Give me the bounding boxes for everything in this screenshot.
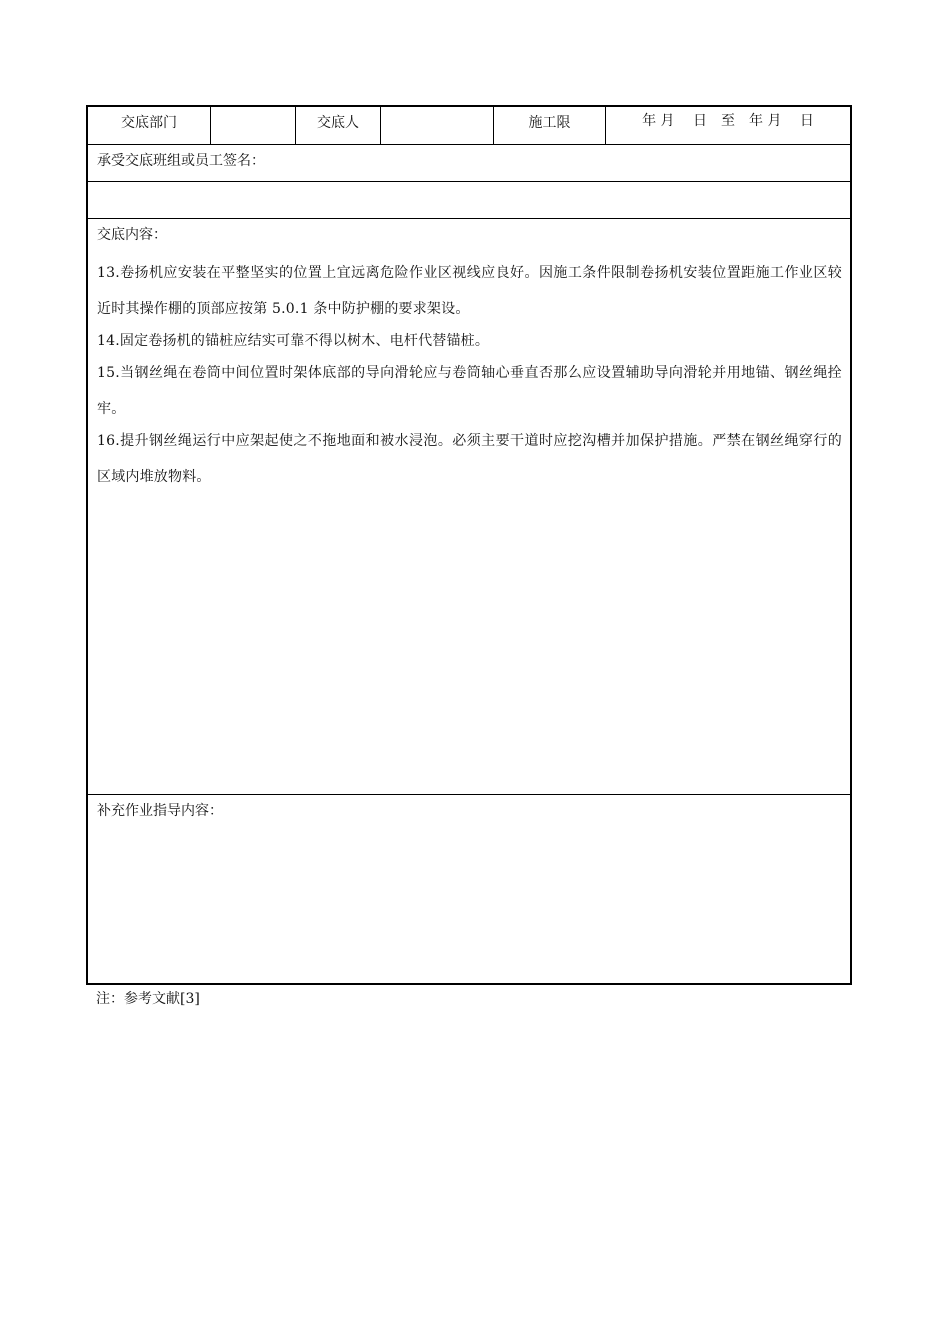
supplement-label: 补充作业指导内容： (97, 803, 223, 819)
content-item-13: 13.卷扬机应安装在平整坚实的位置上宜远离危险作业区视线应良好。因施工条件限制卷扬机安装位置距施工作业区较近时其操作棚的顶部应按第 5.0.1 条中防护棚的要求架设。 (97, 265, 842, 317)
sign-label-row (88, 145, 850, 182)
header-row (88, 107, 850, 145)
content-item-15: 15.当钢丝绳在卷筒中间位置时架体底部的导向滑轮应与卷筒轴心垂直否那么应设置辅助导向滑轮并用地锚、钢丝绳拴牢。 (97, 365, 842, 417)
content-title: 交底内容： (97, 227, 167, 243)
person-label: 交底人 (296, 107, 381, 144)
content-item-14: 14.固定卷扬机的锚桩应结实可靠不得以树木、电杆代替锚桩。 (97, 333, 490, 349)
sign-value-row[interactable] (88, 182, 850, 219)
disclosure-form (86, 105, 852, 985)
period-label: 施工限 (494, 107, 606, 144)
content-items (97, 255, 842, 491)
supplement-section[interactable] (88, 795, 850, 983)
reference-note: 注：参考文献[3] (96, 991, 200, 1007)
sign-label: 承受交底班组或员工签名： (97, 153, 265, 169)
dept-label: 交底部门 (88, 107, 211, 144)
period-value-cell[interactable]: 年 月 日 至 年 月 日 (642, 113, 814, 129)
person-value-cell[interactable] (381, 107, 494, 144)
content-section (88, 219, 850, 795)
content-item-16: 16.提升钢丝绳运行中应架起使之不拖地面和被水浸泡。必须主要干道时应挖沟槽并加保护措施。严禁在钢丝绳穿行的区域内堆放物料。 (97, 433, 842, 485)
dept-value-cell[interactable] (211, 107, 296, 144)
